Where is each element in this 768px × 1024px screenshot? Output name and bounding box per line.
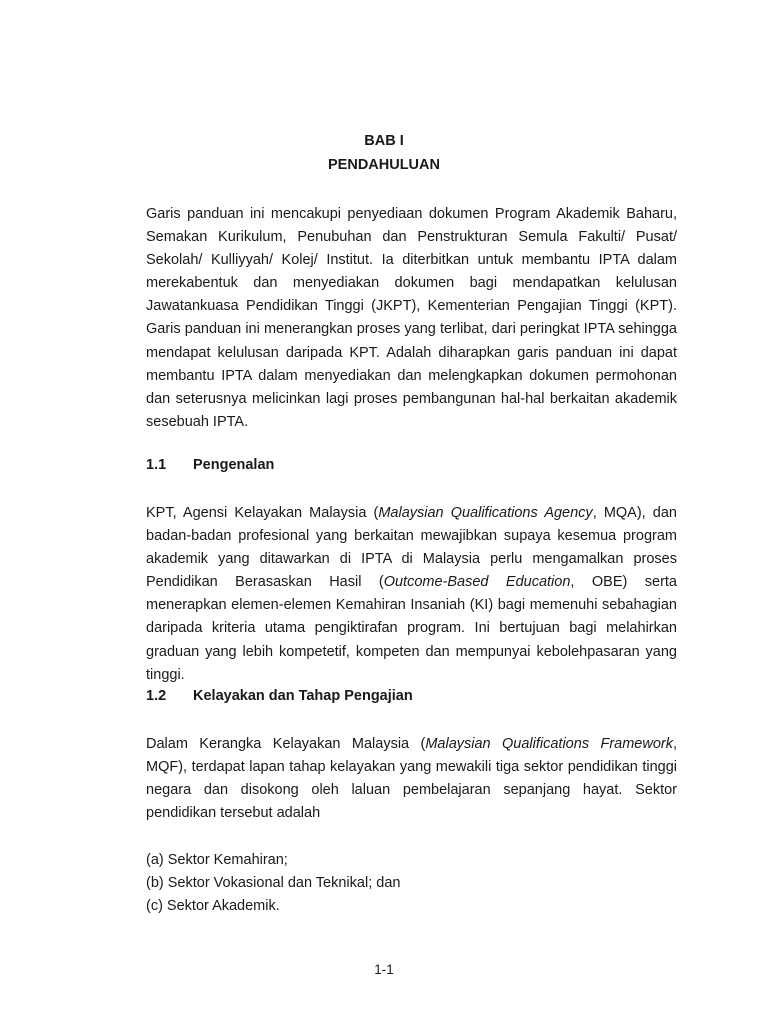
chapter-title: PENDAHULUAN (328, 157, 440, 173)
section-number: 1.2 (146, 688, 167, 704)
section-heading-1-1 (146, 457, 274, 473)
paragraph-text: , MQA), dan badan-badan profesional yang berkaitan mewajibkan supaya kesemua program akademik yang ditawarkan di IPTA di Malaysia perlu mengamalkan proses Pendidikan Berasaskan Hasil ( (146, 505, 677, 591)
paragraph-text: , OBE) serta menerapkan elemen-elemen Kemahiran Insaniah (KI) bagi memenuhi sebahagian daripada kriteria utama pengiktirafan program. Ini bertujuan bagi melahirkan graduan yang lebih kompetetif, kompeten dan mempunyai kebolehpasaran yang tinggi. (146, 574, 677, 683)
list-item: (b) Sektor Vokasional dan Teknikal; dan (146, 875, 401, 892)
paragraph-text: KPT, Agensi Kelayakan Malaysia ( (146, 505, 379, 521)
list-item: (c) Sektor Akademik. (146, 898, 280, 915)
section-number: 1.1 (146, 457, 167, 473)
section-title: Kelayakan dan Tahap Pengajian (193, 688, 413, 704)
italic-term: Malaysian Qualifications Framework (425, 736, 673, 752)
section-heading-1-2 (146, 688, 413, 704)
intro-paragraph: Garis panduan ini mencakupi penyediaan dokumen Program Akademik Baharu, Semakan Kurikulum, Penubuhan dan Penstrukturan Semula Fakulti/ Pusat/ Sekolah/ Kulliyyah/ Kolej/ Institut. Ia diterbitkan untuk membantu IPTA dalam merekabentuk dan menyediakan dokumen bagi mendapatkan kelulusan Jawatankuasa Pendidikan Tinggi (JKPT), Kementerian Pengajian Tinggi (KPT). Garis panduan ini menerangkan proses yang terlibat, dari peringkat IPTA sehingga mendapat kelulusan daripada KPT. Adalah diharapkan garis panduan ini dapat membantu IPTA dalam menyediakan dan melengkapkan dokumen permohonan dan seterusnya melicinkan lagi proses pembangunan hal-hal berkaitan akademik sesebuah IPTA. (146, 206, 677, 430)
section-1-1-paragraph (146, 502, 677, 687)
chapter-label: BAB I (364, 133, 404, 149)
italic-term: Malaysian Qualifications Agency (378, 505, 593, 521)
paragraph-text: Dalam Kerangka Kelayakan Malaysia ( (146, 736, 426, 752)
section-title: Pengenalan (193, 457, 275, 473)
italic-term: Outcome-Based Education (383, 574, 571, 591)
section-1-2-paragraph (146, 733, 677, 825)
list-item: (a) Sektor Kemahiran; (146, 852, 288, 868)
page-number: 1-1 (374, 962, 394, 977)
sector-list (146, 849, 400, 918)
paragraph-text: , MQF), terdapat lapan tahap kelayakan yang mewakili tiga sektor pendidikan tinggi negara dan disokong oleh laluan pembelajaran sepanjang hayat. Sektor pendidikan tersebut adalah (146, 736, 678, 822)
